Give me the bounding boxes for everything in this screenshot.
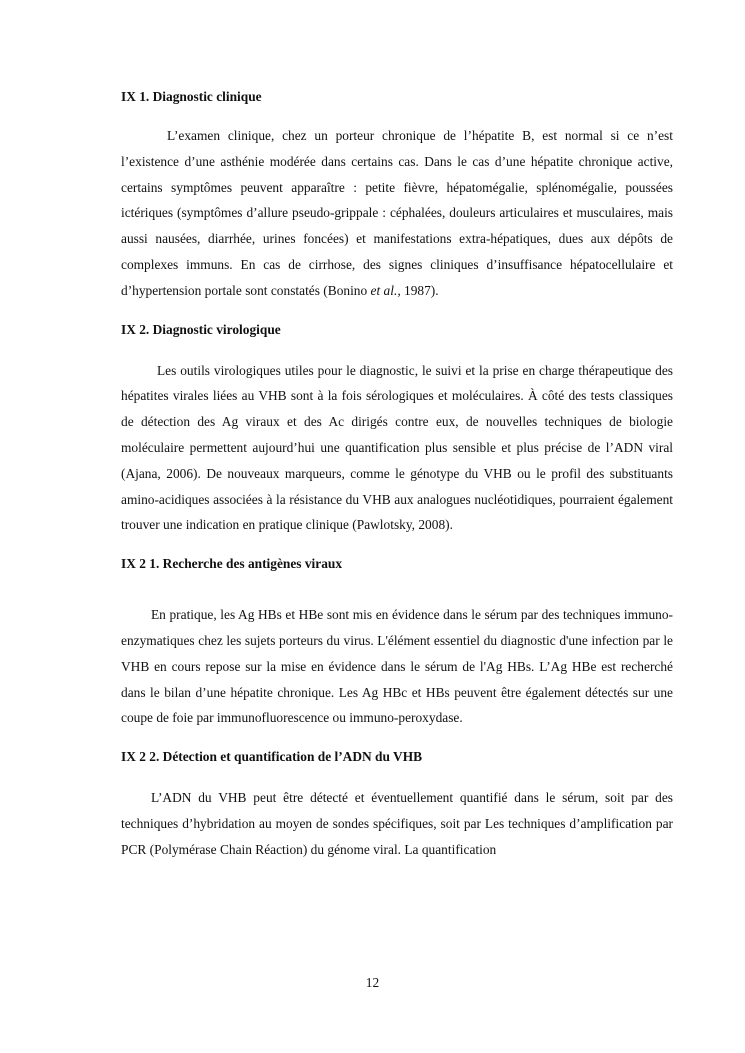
page-content <box>121 86 673 863</box>
paragraph-viral-antigens: En pratique, les Ag HBs et HBe sont mis en évidence dans le sérum par des techniques immuno-enzymatiques chez les sujets porteurs du virus. L'élément essentiel du diagnostic d'une infection par le VHB en cours repose sur la mise en évidence dans le sérum de l'Ag HBs. L’Ag HBe est recherché dans le bilan d’une hépatite chronique. Les Ag HBc et HBs peuvent être également détectés sur une coupe de foie par immunofluorescence ou immuno-peroxydase. <box>121 607 673 726</box>
paragraph-clinical-diagnosis <box>121 123 673 304</box>
paragraph-text: 1987). <box>400 282 439 298</box>
citation-et-al: et al., <box>370 282 401 298</box>
paragraph-virological-diagnosis: Les outils virologiques utiles pour le diagnostic, le suivi et la prise en charge thérapeutique des hépatites virales liées au VHB sont à la fois sérologiques et moléculaires. À côté des tests classiques de détection des Ag viraux et des Ac dirigés contre eux, de nouvelles techniques de biologie moléculaire permettent aujourd’hui une quantification plus sensible et plus précise de l’ADN viral (Ajana, 2006). De nouveaux marqueurs, comme le génotype du VHB ou le profil des substituants amino-acidiques associées à la résistance du VHB aux analogues nucléotidiques, pourraient également trouver une indication en pratique clinique (Pawlotsky, 2008). <box>121 362 673 533</box>
paragraph-text: L’examen clinique, chez un porteur chronique de l’hépatite B, est normal si ce n’est l’existence d’une asthénie modérée dans certains cas. Dans le cas d’une hépatite chronique active, certains symptômes peuvent apparaître : petite fièvre, hépatomégalie, splénomégalie, poussées ictériques (symptômes d’allure pseudo-grippale : céphalées, douleurs articulaires et musculaires, mais aussi nausées, diarrhée, urines foncées) et manifestations extra-hépatiques, dues aux dépôts de complexes immuns. En cas de cirrhose, des signes cliniques d’insuffisance hépatocellulaire et d’hypertension portale sont constatés (Bonino <box>121 128 673 298</box>
section-heading-dna-quantification: IX 2 2. Détection et quantification de l’ADN du VHB <box>121 749 423 765</box>
page-number: 12 <box>365 975 380 990</box>
paragraph-dna-quantification: L’ADN du VHB peut être détecté et éventuellement quantifié dans le sérum, soit par des techniques d’hybridation au moyen de sondes spécifiques, soit par Les techniques d’amplification par PCR (Polymérase Chain Réaction) du génome viral. La quantification <box>121 790 673 857</box>
section-heading-clinical-diagnosis: IX 1. Diagnostic clinique <box>121 89 262 104</box>
section-heading-virological-diagnosis: IX 2. Diagnostic virologique <box>121 321 281 337</box>
section-heading-viral-antigens: IX 2 1. Recherche des antigènes viraux <box>121 556 343 572</box>
